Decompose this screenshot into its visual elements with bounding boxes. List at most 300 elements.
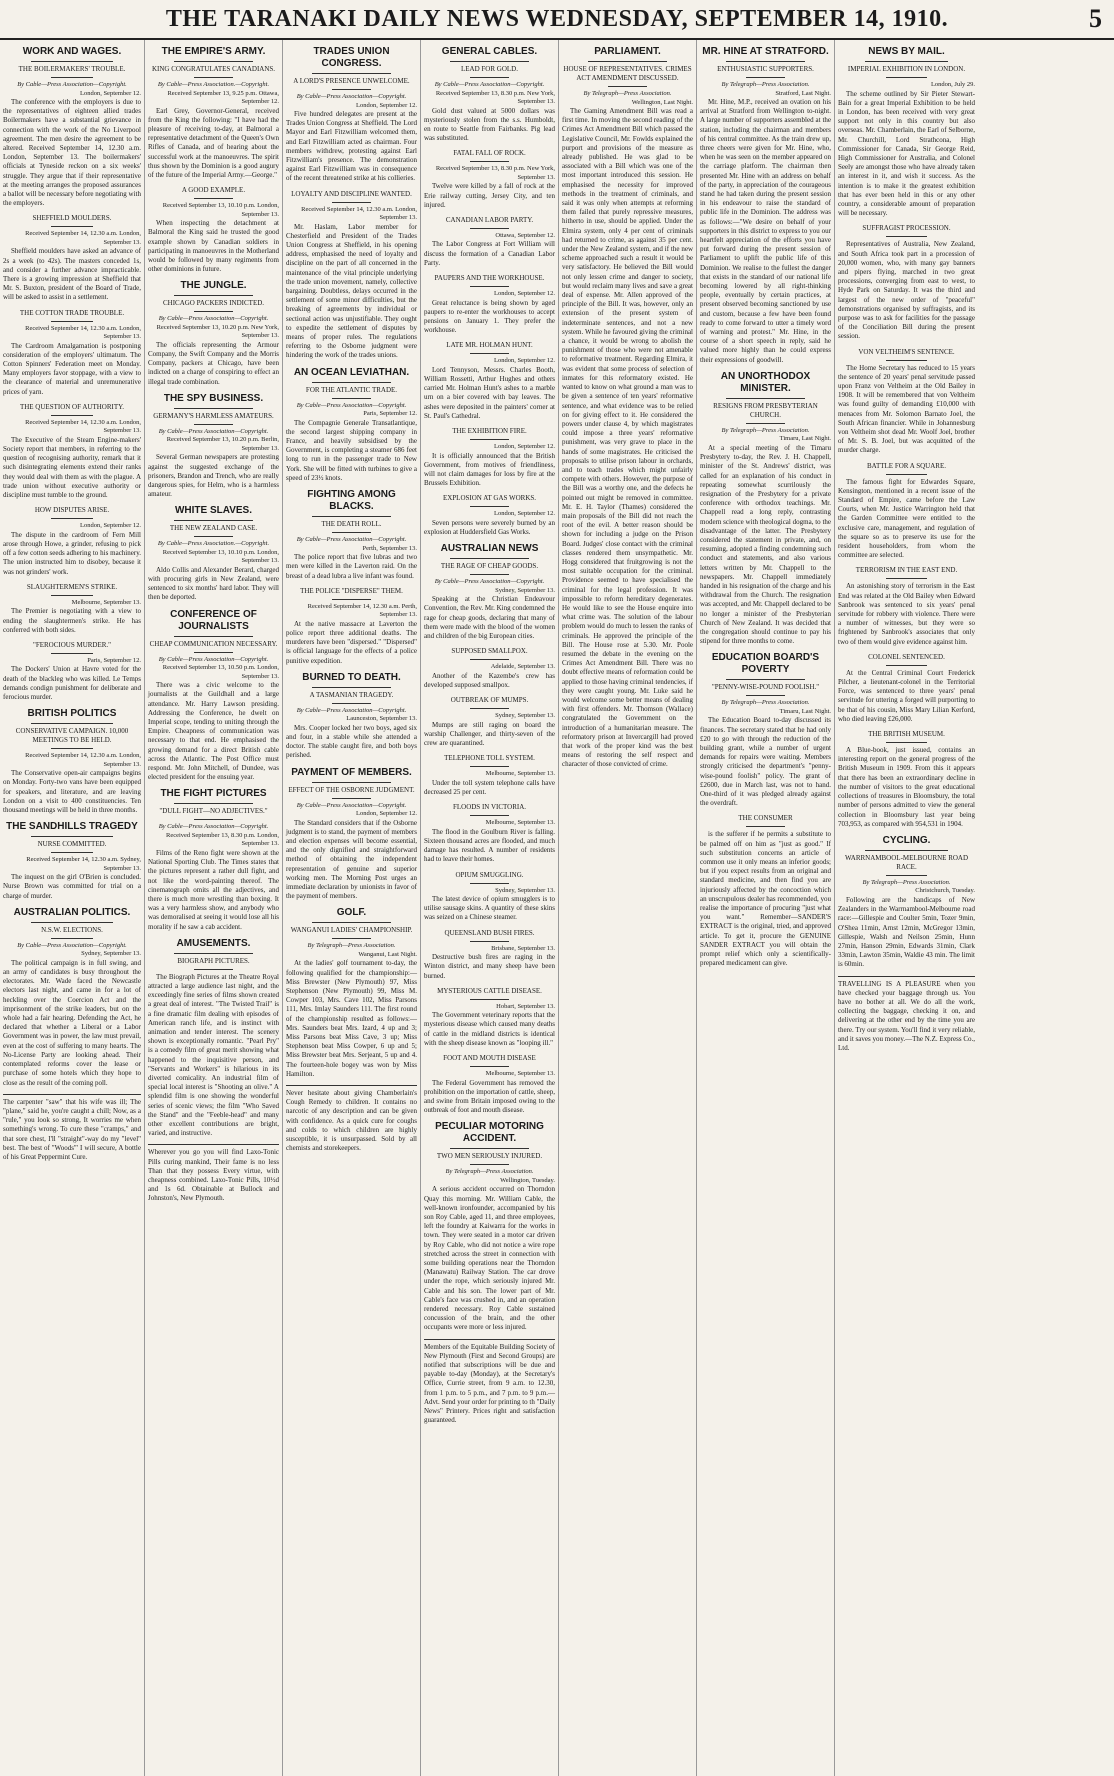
dateline: Timaru, Last Night.	[779, 707, 831, 715]
article-subheading: SUPPOSED SMALLPOX.	[451, 647, 528, 656]
article	[3, 708, 141, 815]
heading-rule	[31, 836, 114, 837]
dateline: Sydney, September 13.	[495, 586, 555, 594]
article-subheading: FOOT AND MOUTH DISEASE	[443, 1054, 536, 1063]
article-subheading: SUFFRAGIST PROCESSION.	[862, 224, 951, 233]
article-body: The famous fight for Edwardes Square, Kensington, mentioned in a recent issue of the Standard of Empire, came before the Law Courts, when Mr. Justice Warrington held that the Garden Committee were entitled to the exclusive care, management, and regulation of the square so as to preserve its use for the resident householders, from whom the committee are selected.	[838, 477, 975, 560]
article-subheading: HOW DISPUTES ARISE.	[34, 506, 110, 515]
article-body: The Federal Government has removed the prohibition on the importation of cattle, sheep, and swine from Britain imposed owing to the outbreak of foot and mouth disease.	[424, 1078, 555, 1115]
subheading-rule	[886, 665, 927, 666]
byline: By Cable—Press Association—Copyright.	[158, 655, 269, 663]
dateline: London, September 12.	[79, 89, 141, 97]
subheading-rule	[886, 360, 927, 361]
subheading-rule	[886, 742, 927, 743]
article	[148, 46, 279, 180]
heading-rule	[450, 61, 529, 62]
dateline: Received September 14, 12.30 a.m. Perth, September 13.	[307, 602, 417, 619]
article	[838, 348, 975, 456]
news-column	[835, 40, 978, 1776]
article	[3, 583, 141, 635]
masthead	[0, 0, 1114, 40]
page-number: 5	[1089, 4, 1102, 33]
heading-rule	[312, 922, 391, 923]
advertisement: The carpenter "saw" that his wife was ill; The "plane," said he, you're caught a chill; Now, as a "rule," you look so strong, It worries me when something's wrong. To cure these "cramps," and that sore chest, I'll "straight"-way do my "level" best. The best of "Woods'" I will secure, A bottle of his Great Peppermint Cure.	[3, 1094, 141, 1162]
article-subheading: A TASMANIAN TRAGEDY.	[309, 690, 394, 699]
article-heading: BURNED TO DEATH.	[302, 671, 401, 683]
dateline: Received September 13, 8.30 p.m. London, September 13.	[165, 831, 279, 848]
dateline: Christchurch, Tuesday.	[915, 887, 975, 895]
dateline: Received September 14, 12.30 a.m. London, September 13.	[25, 752, 141, 768]
article-subheading: RESIGNS FROM PRESBYTERIAN CHURCH.	[713, 401, 818, 419]
article-heading: AUSTRALIAN POLITICS.	[13, 906, 131, 918]
article	[148, 609, 279, 783]
article	[3, 821, 141, 901]
article-body: Five hundred delegates are present at the Trades Union Congress at Sheffield. The Lord Mayor and Earl Fitzwilliam welcomed them, and Earl Fitzwilliam acted as chairman. Four members withdrew, protesting against Earl Fitzwilliam's presence. The demonstration against Earl Fitzwilliam was in consequence of the recent threatened strike at his collieries.	[286, 110, 417, 183]
article-body: The flood in the Goulburn River is falling. Sixteen thousand acres are flooded, and much damage has resulted. A number of residents had to leave their homes.	[424, 827, 555, 864]
subheading-rule	[51, 653, 92, 654]
byline: By Cable—Press Association.—Copyright.	[157, 81, 270, 88]
article-body: The Labor Congress at Fort William will discuss the formation of a Canadian Labor Party.	[424, 240, 555, 267]
dateline: London, September 12.	[493, 290, 555, 298]
article-body: Under the toll system telephone calls have decreased 25 per cent.	[424, 778, 555, 797]
article	[424, 647, 555, 690]
dateline: Paris, September 12.	[363, 410, 417, 418]
article-body: At the native massacre at Laverton the police report three additional deaths. The murderers have been "dispersed." "Dispersed" is official language for the effects of a police punitive expedition.	[286, 619, 417, 665]
article	[148, 393, 279, 500]
heading-rule	[174, 61, 253, 62]
byline: By Telegraph—Press Association.	[445, 1168, 534, 1176]
article-heading: AN UNORTHODOX MINISTER.	[720, 370, 811, 394]
article-body: The political campaign is in full swing, and an army of candidates is busy throughout the electorates. Mr. Wade faced the Newcastle electors last night, and came in for a lot of heckling over the Coercion Act and the imprisonment of the strike leaders, but on the whole had a fair hearing. Defending the Act, he declared that whether a Liberal or a Labor Government was in power, the law must prevail, even at the cost of suffering to many hearts. The No-License Party are looking ahead. Their contemplated reforms cover the lease or purchase of some hotels which they hope to close as the result of the coming poll.	[3, 958, 141, 1087]
dateline: Perth, September 13.	[362, 544, 417, 552]
article	[286, 767, 417, 902]
article-subheading: LEAD FOR GOLD.	[461, 65, 518, 73]
heading-rule	[174, 953, 253, 954]
subheading-rule	[886, 875, 927, 876]
dateline: Melbourne, September 13.	[71, 598, 141, 606]
article	[3, 506, 141, 577]
article-heading: THE JUNGLE.	[180, 280, 247, 292]
article-body: The Conservative open-air campaigns begins on Monday. Forty-two vans have been equipped for speakers, and literature, and are leaving London on a visit to 400 constituencies. Ten thousand meetings will be held in three months.	[3, 769, 141, 815]
dateline: Received September 14, 12.30 a.m. London, September 13.	[301, 205, 417, 222]
article	[148, 280, 279, 387]
heading-rule	[450, 558, 529, 559]
subheading-rule	[194, 652, 233, 653]
article-subheading: WARRNAMBOOL-MELBOURNE ROAD RACE.	[844, 853, 969, 871]
subheading-rule	[886, 474, 927, 475]
article-body: The Home Secretary has reduced to 15 years the sentence of 20 years' penal servitude passed upon Franz von Veltheim at the Old Bailey in 1908. It will be remembered that von Veltheim was found guilty of demanding £10,000 with menaces from Mr. Solomon Barnato Joel, the South African financier. While in Johannesburg von Veltheim shot dead Mr. Woolf Joel, brother of Mr. S. B. Joel, but was acquitted of the murder charge.	[838, 363, 975, 455]
byline: By Cable—Press Association—Copyright.	[296, 801, 407, 809]
article	[3, 403, 141, 500]
article-heading: CYCLING.	[882, 834, 931, 846]
heading-rule	[31, 723, 114, 724]
article	[838, 566, 975, 646]
subheading-rule	[51, 938, 92, 939]
article	[424, 149, 555, 210]
article-body: Following are the handicaps of New Zealanders in the Warrnambool-Melbourne road race:—Gillespie and Coulter 5min, Tozer 9min, O'Shea 11min, Arnst 12min, McGregor 13min, Gillespie, Walsh and Neilson 25min, Hunn 27min, Hanson 29min, Edwards 31min, Clark 33min, Lawton 35min, Waldie 43 min. The limit is 60min.	[838, 895, 975, 969]
heading-rule	[865, 61, 947, 62]
article-subheading: FATAL FALL OF ROCK.	[453, 149, 526, 158]
article-subheading: OPIUM SMUGGLING.	[455, 870, 524, 879]
subheading-rule	[51, 77, 92, 78]
article	[148, 788, 279, 931]
heading-rule	[312, 73, 391, 74]
article-body: At a special meeting of the Timaru Presbytery to-day, the Rev. J. H. Chappell, minister of the St. Andrews' district, was called for an explanation of his conduct in repeating somewhat scurrilously the resignation of the Presbytery for a private conference with orthodox teachings. Mr. Chappell read a long reply, contrasting modern science with theological dogma, to the disadvantage of the latter. The Presbytery considered the statement in private, and, on resuming, adopted a finding condemning such conduct and statements, and also various letters written by Mr. Chappell to the newspapers. Mr. Chappell immediately handed in his resignation of the charge and his withdrawal from the Church. The resignation was accepted, and Mr. Chappell declared to be no longer a minister of the Presbyterian Church of New Zealand. It was decided that the congregation should continue to pay his stipend for three months to come.	[700, 443, 831, 646]
subheading-rule	[470, 659, 509, 660]
subheading-rule	[470, 815, 509, 816]
byline: By Telegraph—Press Association.	[862, 878, 951, 886]
article	[286, 367, 417, 483]
article-heading: EDUCATION BOARD'S POVERTY	[711, 652, 820, 676]
article-subheading: NURSE COMMITTED.	[37, 840, 107, 849]
article-heading: TRADES UNION CONGRESS.	[313, 46, 390, 69]
article-body: The conference with the employers is due to the representatives of eighteen allied trades Boilermakers have a substantial grievance in connection with the work of the No Liverpool agreement. The men desire the agreement to be altered. Received September 14, 12.30 a.m. London, September 13. The boilermakers' officials at Tyneside reckon on a six weeks' struggle. They argue that if their representative at the meeting arranges the proposed assurances a ballot will be necessary before negotiating with the employers.	[3, 98, 141, 208]
advertisement: Wherever you go you will find Laxo-Tonic Pills curing mankind, Their fame is no less Than that they possess Every virtue, with cheapness combined. Laxo-Tonic Pills, 10½d and 1s 6d. Obtainable at Bullock and Johnston's, New Plymouth.	[148, 1144, 279, 1203]
subheading-rule	[886, 77, 927, 78]
subheading-rule	[470, 1066, 509, 1067]
news-column	[0, 40, 145, 1776]
heading-rule	[726, 61, 805, 62]
byline: By Cable—Press Association—Copyright.	[296, 401, 407, 409]
article-body: Aldo Collis and Alexander Berard, charged with procuring girls in New Zealand, were sentenced to six months' hard labor. They will then be deported.	[148, 565, 279, 602]
subheading-rule	[886, 578, 927, 579]
byline: By Telegraph—Press Association.	[583, 90, 672, 97]
heading-rule	[726, 679, 805, 680]
subheading-rule	[470, 883, 509, 884]
article-subheading: EXPLOSION AT GAS WORKS.	[442, 494, 537, 503]
subheading-rule	[51, 226, 92, 227]
subheading-rule	[470, 999, 509, 1000]
article-subheading: THE RAGE OF CHEAP GOODS.	[440, 562, 539, 571]
article	[286, 46, 417, 184]
article-body: The police report that five lubras and two men were killed in the Laverton raid. On the breast of a dead lubra a live infant was found.	[286, 553, 417, 580]
dateline: Launceston, September 13.	[346, 715, 417, 723]
article	[286, 907, 417, 1079]
subheading-rule	[194, 819, 233, 820]
article-subheading: SLAUGHTERMEN'S STRIKE.	[26, 582, 118, 591]
dateline: Ottawa, September 12.	[495, 231, 555, 239]
dateline: London, September 12.	[493, 510, 555, 518]
dateline: Sydney, September 13.	[81, 950, 141, 958]
article-heading: THE SPY BUSINESS.	[163, 392, 264, 404]
subheading-rule	[194, 198, 233, 199]
article	[3, 214, 141, 302]
byline: By Cable—Press Association—Copyright.	[296, 706, 407, 714]
heading-rule	[312, 516, 391, 517]
dateline: London, September 12.	[493, 443, 555, 451]
article-subheading: CHICAGO PACKERS INDICTED.	[162, 299, 265, 308]
article-body: The dispute in the cardroom of Fern Mill arose through Howe, a grinder, refusing to pick off a few cotton seeds adhering to his machinery. The union instructed him to disobey, because it was not grinders' work.	[3, 530, 141, 576]
byline: By Cable—Press Association—Copyright.	[158, 427, 269, 435]
article-subheading: TWO MEN SERIOUSLY INJURED.	[436, 1152, 543, 1161]
article-subheading: THE EXHIBITION FIRE.	[452, 427, 527, 436]
subheading-rule	[332, 938, 371, 939]
article	[424, 494, 555, 537]
subheading-rule	[470, 766, 509, 767]
article-subheading: VON VELTHEIM'S SENTENCE.	[858, 347, 955, 356]
dateline: Received September 13, 9.25 p.m. Ottawa, September 12.	[167, 89, 279, 105]
dateline: Received September 13, 10.10 p.m. London, September 13.	[162, 202, 279, 218]
article-body: Films of the Reno fight were shown at the National Sporting Club. The Times states that the pictures represent a rather dull fight, and not like the word-painting thereof. The cinematograph omits all the adjectives, and there is much more wrestling than boxing. It was a very harmless show, and anybody who was demoralised at seeing it would lose all his morality if he saw a cab accident.	[148, 848, 279, 931]
dateline: Paris, September 12.	[87, 656, 141, 664]
article-body: The Dockers' Union at Havre voted for the death of the blackleg who was killed. Le Temps demands condign punishment for deliberate and ferocious murder.	[3, 665, 141, 702]
heading-rule	[312, 687, 391, 688]
dateline: Melbourne, September 13.	[485, 770, 555, 778]
subheading-rule	[332, 398, 371, 399]
article-subheading: EFFECT OF THE OSBORNE JUDGMENT.	[288, 785, 415, 794]
subheading-rule	[194, 77, 233, 78]
article	[838, 730, 975, 829]
article-heading: PAYMENT OF MEMBERS.	[291, 766, 412, 778]
heading-rule	[174, 636, 253, 637]
article-subheading: CANADIAN LABOR PARTY.	[445, 215, 534, 224]
article	[3, 46, 141, 208]
article	[148, 938, 279, 1139]
subheading-rule	[332, 202, 371, 203]
article-heading: AUSTRALIAN NEWS	[440, 543, 539, 555]
subheading-rule	[746, 77, 785, 78]
byline: By Telegraph—Press Association.	[721, 81, 810, 88]
advertisement: Members of the Equitable Building Society of New Plymouth (First and Second Groups) are notified that subscriptions will be due and payable to-day (Monday), at the Secretary's Office, Currie street, from 9 a.m. to 12.30, from 1 p.m. to 5 p.m., and 7 p.m. to 9 p.m.—Advt. Send your order for printing to th "Daily News" Printery. Prices right and satisfaction guaranteed.	[424, 1339, 555, 1426]
article	[424, 1054, 555, 1115]
article-body: The Standard considers that if the Osborne judgment is to stand, the payment of members and election expenses will become essential, and the only dignified and straightforward method of obtaining the independent representation of genuine and superior working men. The Morning Post urges an immediate declaration by unionists in favor of the payment of members.	[286, 818, 417, 901]
advertisement: Never hesitate about giving Chamberlain's Cough Remedy to children. It contains no narcotic of any description and can be given with confidence. As a quick cure for coughs and colds to which children are highly susceptible, it is unsurpassed. Sold by all chemists and storekeepers.	[286, 1085, 417, 1153]
article-heading: BRITISH POLITICS	[27, 708, 117, 720]
article-subheading: GERMANY'S HARMLESS AMATEURS.	[153, 411, 274, 420]
article-body: Twelve were killed by a fall of rock at the Erie railway cutting, Jersey City, and ten injured.	[424, 182, 555, 209]
article-heading: WORK AND WAGES.	[22, 46, 122, 57]
article-body: The inquest on the girl O'Brien is concluded. Nurse Brown was committed for trial on a charge of murder.	[3, 873, 141, 900]
heading-rule	[450, 1148, 529, 1149]
article	[424, 274, 555, 335]
article-subheading: MYSTERIOUS CATTLE DISEASE.	[437, 986, 542, 995]
byline: By Cable—Press Association—Copyright.	[296, 93, 407, 100]
byline: By Cable—Press Association—Copyright.	[434, 578, 545, 586]
article-subheading: OUTBREAK OF MUMPS.	[450, 696, 529, 705]
article-body: There was a civic welcome to the journalists at the Guildhall and a large attendance. Mr. Harry Lawson presiding. Addressing the Conference, he dwelt on Imperial scope, tending to uniting through the Empire. Cheapness of communication was necessary to that end. He emphasised the growing demand for a direct British cable across the Atlantic. The Post Office must respond. Mr. John Mitchell, of Dundee, was elected president for the ensuing year.	[148, 681, 279, 782]
article-body: The Government veterinary reports that the mysterious disease which caused many deaths of cattle in the midland districts is identical with the sheep disease known as "looping ill."	[424, 1011, 555, 1047]
article-heading: AMUSEMENTS.	[176, 937, 251, 949]
dateline: Stratford, Last Night.	[775, 89, 831, 97]
subheading-rule	[886, 236, 927, 237]
article-subheading: COLONEL SENTENCED.	[868, 652, 945, 661]
byline: By Telegraph—Press Association.	[721, 699, 810, 707]
article-heading: THE FIGHT PICTURES	[160, 788, 267, 800]
article-body: The Executive of the Steam Engine-makers' Society report that members, in referring to the question of recognising authority, remark that it such disintegrating elements extend their ranks they would deal with them as with the plague. A trade union without executive authority or discipline must tumble to the ground.	[3, 435, 141, 500]
article-subheading: N.S.W. ELECTIONS.	[41, 925, 103, 934]
article-heading: FIGHTING AMONG BLACKS.	[307, 489, 396, 513]
article-body: Speaking at the Christian Endeavour Convention, the Rev. Mr. King condemned the rage for cheap goods, declaring that many of them were made with the blood of the women and children of the big European cities.	[424, 595, 555, 641]
article-heading: NEWS BY MAIL.	[868, 46, 945, 57]
column-container	[0, 40, 1114, 1776]
heading-rule	[726, 398, 805, 399]
article-subheading: TERRORISM IN THE EAST END.	[855, 566, 958, 575]
article	[700, 814, 831, 968]
article-heading: AN OCEAN LEVIATHAN.	[293, 366, 410, 378]
dateline: London, September 12.	[355, 101, 417, 109]
subheading-rule	[746, 695, 785, 696]
dateline: Received September 13, 8.30 p.m. New York, September 13.	[435, 165, 555, 181]
article	[424, 871, 555, 923]
article-subheading: THE QUESTION OF AUTHORITY.	[19, 402, 125, 411]
subheading-rule	[470, 574, 509, 575]
subheading-rule	[332, 532, 371, 533]
subheading-rule	[332, 599, 371, 600]
article-heading: THE EMPIRE'S ARMY.	[161, 46, 266, 57]
subheading-rule	[332, 703, 371, 704]
article	[286, 489, 417, 581]
article	[700, 652, 831, 808]
article-subheading: THE CONSUMER	[738, 814, 793, 823]
dateline: London, September 12.	[355, 810, 417, 818]
dateline: London, September 12.	[493, 357, 555, 365]
article-heading: WHITE SLAVES.	[174, 505, 253, 517]
article-subheading: ENTHUSIASTIC SUPPORTERS.	[717, 65, 814, 73]
article-subheading: HOUSE OF REPRESENTATIVES. CRIMES ACT AMENDMENT DISCUSSED.	[563, 65, 692, 82]
article-subheading: FOR THE ATLANTIC TRADE.	[305, 385, 398, 394]
dateline: Sydney, September 13.	[495, 712, 555, 720]
article	[286, 190, 417, 361]
heading-rule	[174, 803, 253, 804]
article-subheading: PAUPERS AND THE WORKHOUSE.	[434, 274, 545, 283]
article-subheading: THE DEATH ROLL.	[321, 520, 382, 529]
subheading-rule	[470, 228, 509, 229]
dateline: London, July 29.	[930, 81, 975, 88]
article	[838, 835, 975, 970]
dateline: Received September 14, 12.30 a.m. London, September 13.	[25, 418, 141, 435]
news-column	[145, 40, 283, 1776]
article-subheading: LOYALTY AND DISCIPLINE WANTED.	[291, 189, 412, 198]
subheading-rule	[470, 161, 509, 162]
dateline: Wanganui, Last Night.	[358, 950, 417, 958]
article-body: A Blue-book, just issued, contains an interesting report on the general progress of the British Museum in 1909. From this it appears that there has been an extraordinary decline in the number of visitors to the great educational collections of treasures in Bloomsbury, the total number of persons admitted to view the general collection in Bloomsbury last year being 703,953, as compared with 954,531 in 1904.	[838, 746, 975, 828]
news-column	[283, 40, 421, 1776]
article-body: The Premier is negotiating with a view to ending the slaughtermen's strike. He has conferred with both sides.	[3, 607, 141, 634]
article-body: Lord Tennyson, Messrs. Charles Booth, William Rossetti, Arthur Hughes and others carried Mr. Holman Hunt's ashes to a marble urn on a bier covered with bay leaves. The ashes were deposited in the painters' corner at St. Paul's Cathedral.	[424, 365, 555, 420]
dateline: Received September 13, 10.50 p.m. London, September 13.	[162, 664, 279, 680]
article-body: Destructive bush fires are raging in the Winton district, and many sheep have been burned.	[424, 953, 555, 980]
subheading-rule	[470, 1164, 509, 1165]
article-subheading: THE POLICE "DISPERSE" THEM.	[300, 586, 403, 595]
article-heading: CONFERENCE OF JOURNALISTS	[170, 608, 257, 632]
byline: By Cable—Press Association—Copyright.	[158, 315, 269, 323]
article-heading: PECULIAR MOTORING ACCIDENT.	[435, 1121, 544, 1145]
article	[424, 929, 555, 981]
article-body: Mr. Haslam, Labor member for Chesterfield and President of the Trades Union Congress at Sheffield, in his opening address, emphasised the need of loyalty and discipline on the part of all concerned in the maintenance of the vital principle underlying the trade union movement, namely, collective bargaining. Doubtless, delays occurred in the settlement of some minor difficulties, but the breaking of agreements by individual or sectional action was unjustifiable. They ought to expedite the settlement of disputes by means of proper rules. The regulations referring to the Osborne judgment were hindering the work of the trades unions.	[286, 222, 417, 360]
article-subheading: FLOODS IN VICTORIA.	[452, 803, 527, 812]
subheading-rule	[51, 415, 92, 416]
article-subheading: WANGANUI LADIES' CHAMPIONSHIP.	[290, 926, 413, 935]
article-body: is the sufferer if he permits a substitute to be palmed off on him as "just as good." If such substitution concerns an article of common use it only means an inferior goods; but if you expect results from an original and standard medicine, and then find you are injuriously affected by the concoction which an unscrupulous dealer has recommended, you realise the importance of procuring "just what you want." Remember—SANDER'S EXTRACT is the original, tried, and approved article. To get it, procure the GENUINE SANDER EXTRACT you will obtain the prompt relief which only a scientifically-prepared medicament can give.	[700, 830, 832, 968]
article	[3, 907, 141, 1088]
heading-rule	[588, 61, 667, 62]
dateline: Wellington, Last Night.	[631, 98, 693, 106]
byline: By Cable—Press Association—Copyright.	[434, 81, 545, 88]
article-body: The Biograph Pictures at the Theatre Royal attracted a large audience last night, and the exceedingly fine series of films shown created a great deal of interest. "The Twisted Trail" is a fine dramatic film dealing with episodes of American ranch life, and is instinct with animation and tender interest. The scenery shown is exceptionally romantic. "Pearl Pry" is a comedy film of great merit showing what happened to the inquisitive person, and "Servants and Workers" is hilarious in its diverted comicality. An industrial film of special local interest is "Shooting an olive." A splendid film is one showing the wonderful series of scenic views; the film "Who Saved the Stand" and the "Feeble-head" and many other excellent contributions are bright, varied, and instructive.	[148, 972, 279, 1138]
advertisement: TRAVELLING IS A PLEASURE when you have checked your baggage through us. You have no bother at all. We do all the work, collecting the baggage, checking it on, and delivering at the other end by the time you are there. Try our system. You'll find it very reliable, and it saves you money.—The N.Z. Express Co., Ltd.	[838, 976, 975, 1054]
article-body: Earl Grey, Governor-General, received from the King the following: "I have had the pleasure of receiving to-day, at Balmoral a representative detachment of the Queen's Own Rifles of Canada, and of hearing about the successful work at the manoeuvres. The spirit thus shown by the Dominion is a good augury of the future of the Imperial Army.—George."	[148, 106, 279, 179]
subheading-rule	[746, 423, 785, 424]
article	[424, 543, 555, 641]
dateline: Received September 13, 10.20 p.m. Berlin, September 13.	[166, 436, 279, 452]
subheading-rule	[470, 439, 509, 440]
dateline: Received September 14, 12.30 a.m. London, September 13.	[25, 230, 141, 246]
article-subheading: BIOGRAPH PICTURES.	[177, 956, 250, 965]
article-subheading: THE BOILERMAKERS' TROUBLE.	[18, 65, 126, 73]
article-body: The scheme outlined by Sir Pieter Stewart-Bain for a great Imperial Exhibition to be held in London, has been received with very great support not only in this country but also overseas. Mr. Chamberlain, the Earl of Selborne, Mr. Churchill, Lord Strathcona, High Commissioner for Canada, Sir George Reid, High Commissioner for Australia, and Colonel Seely are amongst those who have already taken an interest in it, and wish it success. As the intention is to make it the greatest exhibition that has ever been held in this or any other country, a considerable amount of preparation will be necessary.	[838, 89, 975, 218]
article-heading: GENERAL CABLES.	[441, 46, 538, 57]
dateline: Received September 14, 12.30 a.m. London, September 13.	[25, 324, 141, 341]
article	[148, 505, 279, 602]
subheading-rule	[470, 286, 509, 287]
article-heading: GOLF.	[336, 907, 367, 919]
article-subheading: LATE MR. HOLMAN HUNT.	[446, 341, 533, 350]
subheading-rule	[51, 748, 92, 749]
article	[424, 1121, 555, 1332]
article-body: Another of the Kazembe's crew has developed supposed smallpox.	[424, 671, 555, 689]
subheading-rule	[51, 518, 92, 519]
article	[3, 641, 141, 702]
byline: By Cable—Press Association.—Copyright.	[157, 540, 270, 548]
article-subheading: BATTLE FOR A SQUARE.	[867, 461, 946, 470]
subheading-rule	[51, 321, 92, 322]
article-subheading: THE BRITISH MUSEUM.	[868, 730, 945, 739]
heading-rule	[174, 295, 253, 296]
article	[148, 186, 279, 274]
subheading-rule	[194, 424, 233, 425]
subheading-rule	[194, 536, 233, 537]
dateline: Received September 13, 10.10 p.m. London, September 13.	[162, 548, 279, 565]
heading-rule	[31, 61, 114, 62]
article-body: The Education Board to-day discussed its finances. The secretary stated that he had only £20 to go with through the reduction of the building grant, while a number of urgent demands for repairs were waiting. Members strongly criticised the department's "penny-wise-pound foolish" policy. The grant of £2600, due in March last, was not to hand. One-third of it was pledged already against the overdraft.	[700, 716, 831, 808]
article-body: The Cardroom Amalgamation is postponing consideration of the employers' ultimatum. The Cotton Spinners' Federation meet on Monday. Many employers favor stoppage, with a view to the clearance of material and unremunerative prices of yarn.	[3, 341, 141, 396]
article-heading: PARLIAMENT.	[594, 46, 661, 57]
article	[424, 46, 555, 143]
news-column	[697, 40, 835, 1776]
news-column	[421, 40, 559, 1776]
subheading-rule	[470, 506, 509, 507]
dateline: Wellington, Tuesday.	[500, 1176, 555, 1184]
subheading-rule	[470, 941, 509, 942]
heading-rule	[312, 782, 391, 783]
subheading-rule	[470, 353, 509, 354]
byline: By Telegraph—Press Association.	[307, 942, 396, 950]
byline: By Cable—Press Association—Copyright.	[158, 823, 269, 831]
article-body: A serious accident occurred on Thorndon Quay this morning. Mr. William Cable, the well-known ironfounder, accompanied by his son Roy Cable, aged 11, and three employees, left the foundry at Kaiwarra for the works in town. They were seated in a motor car driven by Roy Cable, who did not notice a wire rope stretched across the street in connection with some building operations near the Thorndon (Manawatu) Railway Station. The car drove under the rope, which seriously injured Mr. Cable and his son. The lower part of Mr. Cable's face was crushed in, and an operation rendered necessary. Roy Cable sustained concussion of the brain, and the other occupants were more or less injured.	[424, 1185, 555, 1332]
subheading-rule	[470, 77, 509, 78]
heading-rule	[174, 408, 253, 409]
subheading-rule	[194, 969, 233, 970]
subheading-rule	[332, 89, 371, 90]
subheading-rule	[51, 595, 92, 596]
article	[424, 696, 555, 748]
article	[700, 46, 831, 365]
article-subheading: SHEFFIELD MOULDERS.	[32, 214, 112, 223]
article-body: Seven persons were severely burned by an explosion at Huddersfield Gas Works.	[424, 518, 555, 537]
byline: By Telegraph—Press Association.	[721, 426, 810, 434]
newspaper-title: THE TARANAKI DAILY NEWS WEDNESDAY, SEPTEMBER 14, 1910.	[165, 5, 949, 32]
article-body: It is officially announced that the British Government, from motives of friendliness, will not claim damages for loss by fire at the Brussels Exhibition.	[424, 451, 555, 488]
article	[838, 462, 975, 561]
article-subheading: QUEENSLAND BUSH FIRES.	[444, 928, 535, 937]
article	[700, 371, 831, 646]
article	[838, 224, 975, 341]
dateline: Received September 13, 8.30 p.m. New York, September 13.	[435, 89, 555, 105]
article	[838, 46, 975, 218]
heading-rule	[312, 382, 391, 383]
article-body: The Compagnie Generale Transatlantique, the second largest shipping company in France, and heavily subsidised by the Government, is completing a steamer 686 feet long to run in the passenger trade to New York. She will be fitted with turbines to give a speed of 23½ knots.	[286, 418, 417, 482]
article-body: The latest device of opium smugglers is to utilise sausage skins. A quantity of these skins was seized on a Chinese steamer.	[424, 895, 555, 922]
